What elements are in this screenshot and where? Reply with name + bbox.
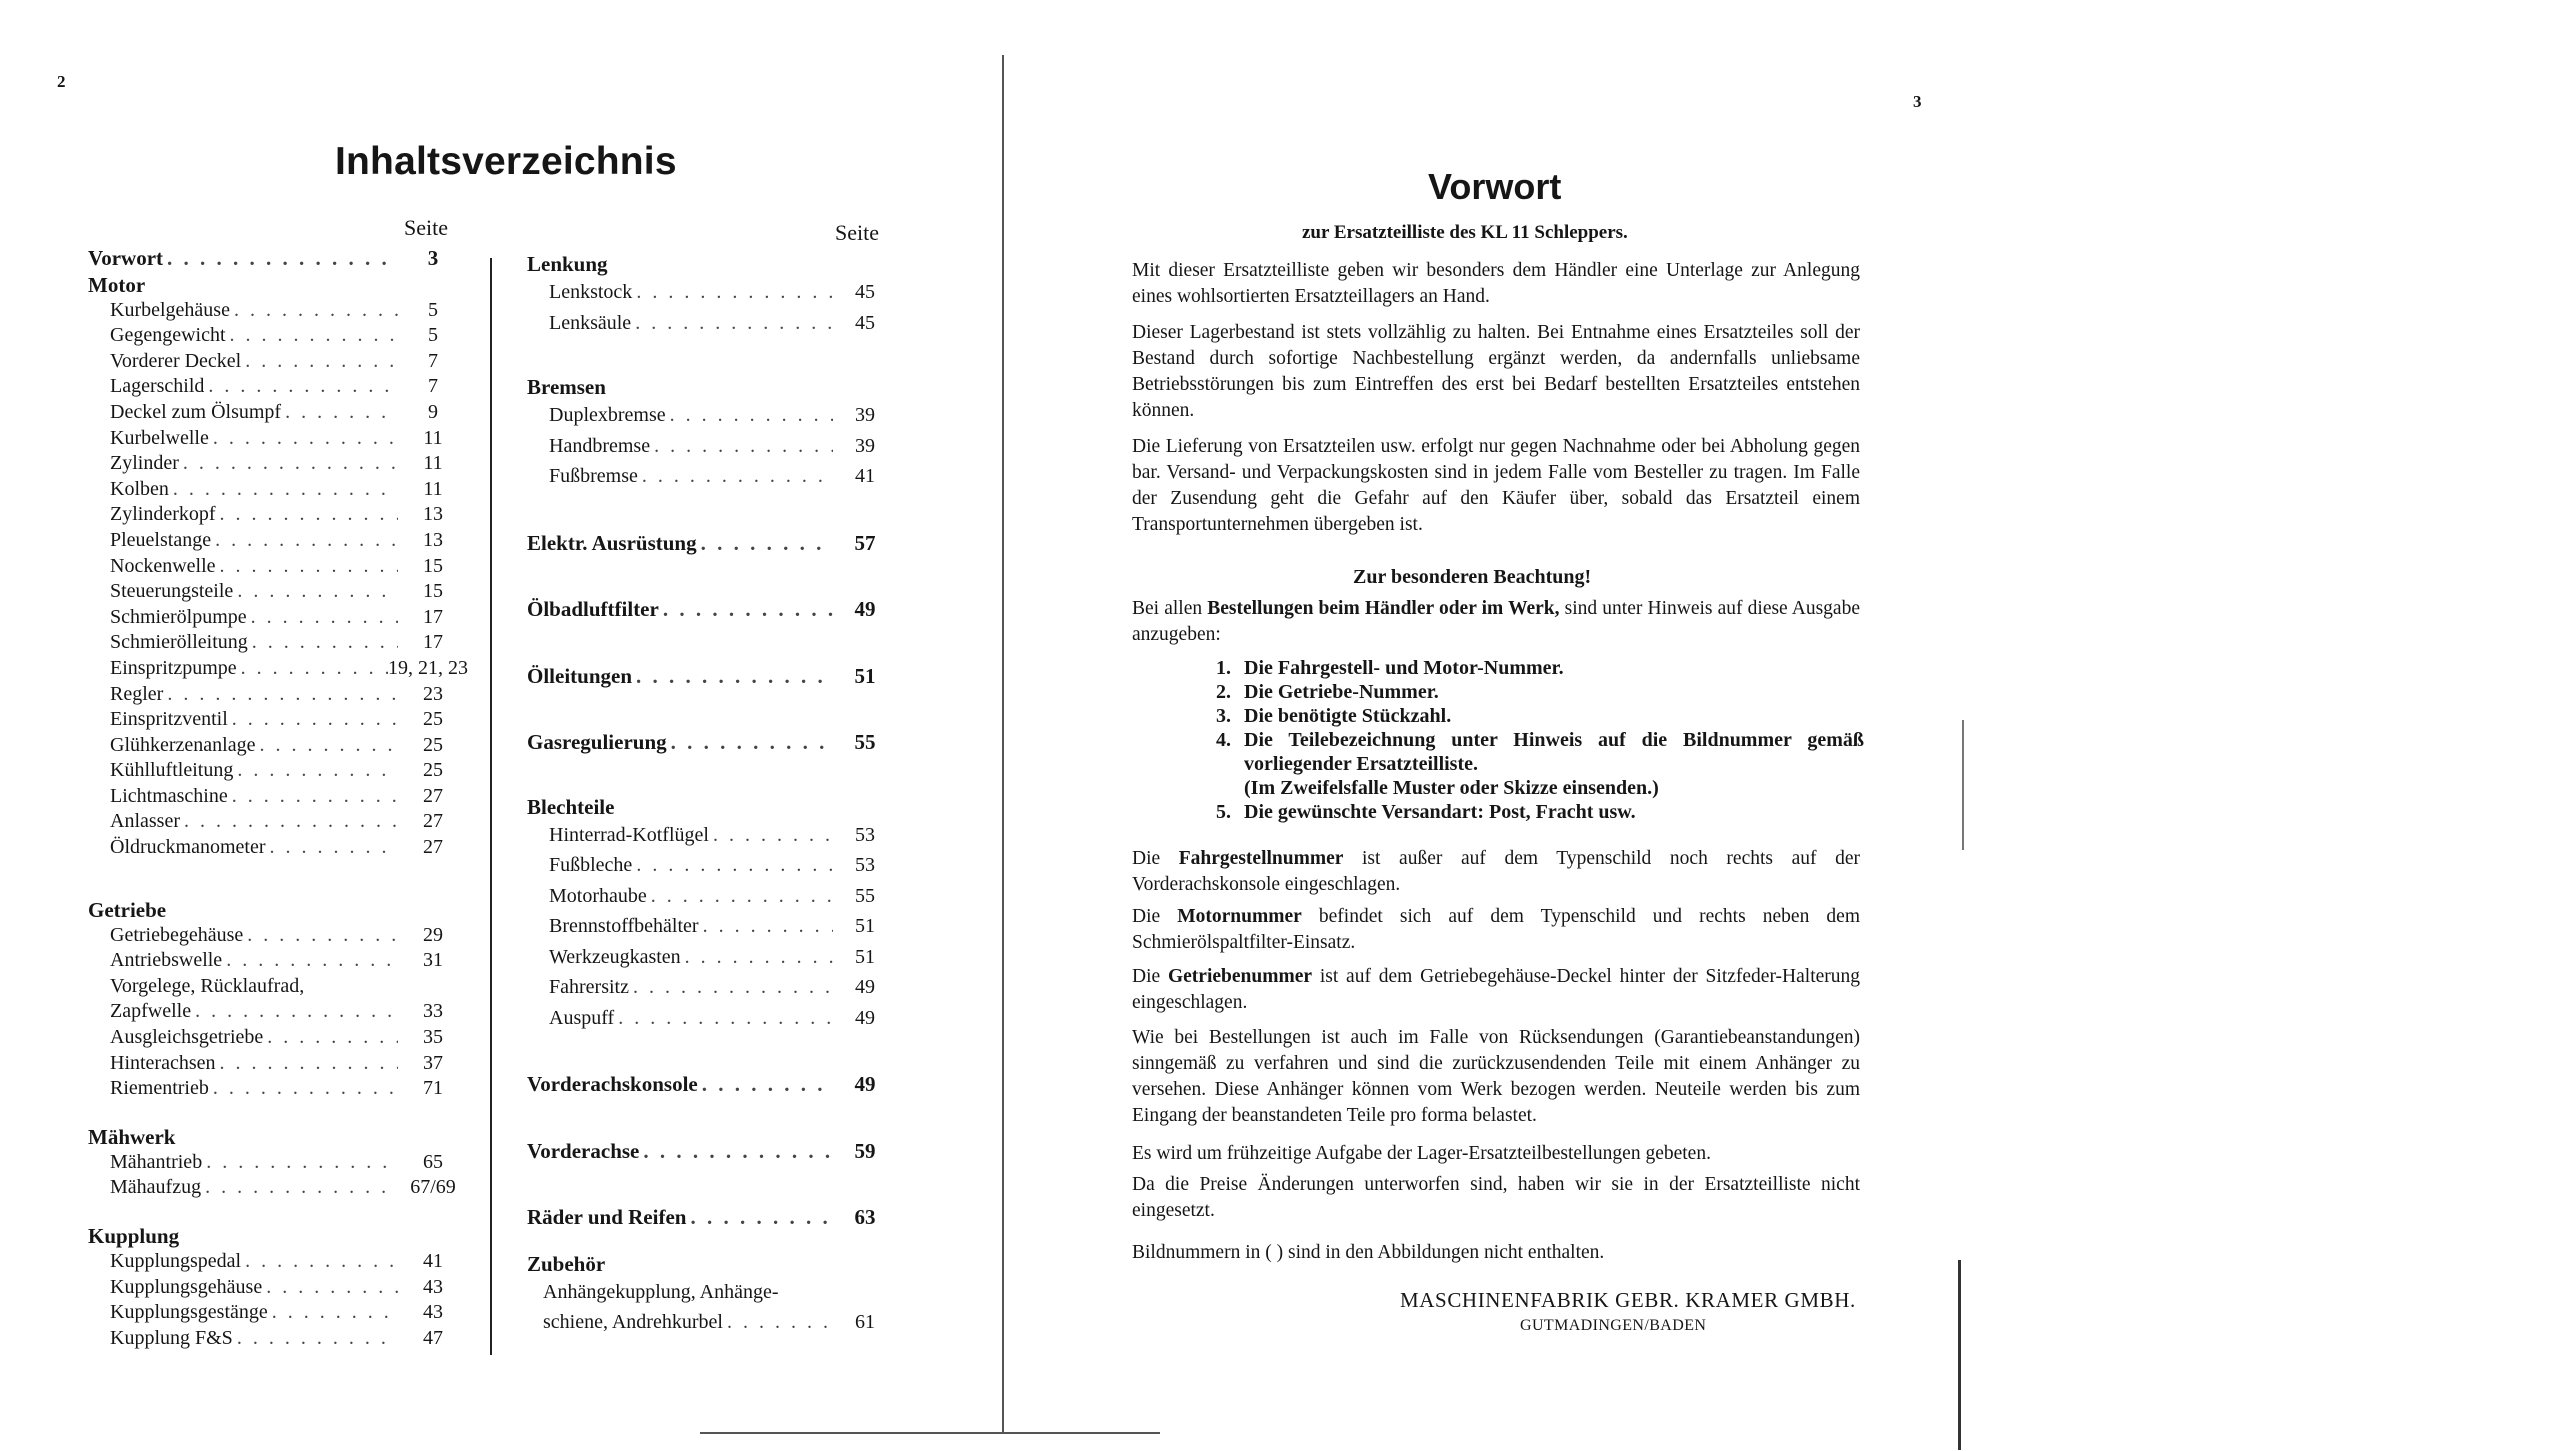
bold-text: Fahrgestellnummer [1178,848,1344,869]
toc-item-regler [88,682,468,708]
toc-item-lenkstock [527,277,897,308]
leader-dots [216,502,398,528]
leader-dots [228,784,398,810]
leader-dots [209,426,398,452]
toc-item-page: 7 [428,349,438,372]
toc-column-2 [527,215,897,1337]
leader-dots [697,528,833,559]
toc-item-page: 59 [854,1138,876,1163]
toc-item-fahrersitz [527,972,897,1003]
toc-section-label: Lenkung [527,252,608,276]
text: befindet sich auf dem Typenschild und rechts neben dem Schmierölspaltfilter-Einsatz. [1132,906,1860,953]
toc-item-zylinderkopf [88,502,468,528]
toc-item-page: 49 [855,976,875,998]
toc-item-lichtmaschine [88,784,468,810]
toc-section-vorwort [88,246,468,272]
text: Bei allen [1132,598,1208,619]
toc-item-label: Kurbelwelle [110,426,209,449]
toc-item-label: Ausgleichsgetriebe [110,1026,264,1049]
toc-item-page: 23 [423,682,443,705]
toc-item-page: 61 [855,1310,875,1333]
leader-dots [632,277,833,308]
leader-dots [191,999,398,1025]
bold-text: Getriebenummer [1167,966,1313,987]
list-text: Die gewünschte Versandart: Post, Fracht usw. [1244,801,1636,823]
toc-item-label: Anlasser [110,810,180,833]
toc-item-page: 37 [423,1051,443,1074]
toc-section-label: Zubehör [527,1251,606,1276]
toc-item-label: Nockenwelle [110,554,216,577]
leader-dots [233,758,398,784]
leader-dots [631,308,833,339]
paragraph: Dieser Lagerbestand ist stets vollzählig zu halten. Bei Entnahme eines Ersatzteiles soll der Bestand durch sofortige Nachbestellung ergänzt werden, da andernfalls unliebsame Betriebsstörungen bis zum Eintreffen des erst bei Bedarf bestellten Ersatzteiles entstehen können. [1132,322,1860,421]
company-name: MASCHINENFABRIK GEBR. KRAMER GMBH. [1400,1288,1856,1312]
toc-item-page: 39 [855,434,875,457]
toc-section-label: Gasregulierung [527,730,667,754]
toc-column-1 [88,210,468,1351]
toc-item-page: 25 [423,708,443,731]
toc-item-page: 5 [428,324,438,347]
leader-dots [241,349,398,375]
toc-item-page: 43 [423,1275,443,1298]
leader-dots [216,554,398,580]
toc-item-page: 49 [854,1072,876,1096]
leader-dots [243,923,398,949]
toc-item-label: Zylinder [110,452,179,475]
leader-dots [241,1249,398,1275]
toc-item-page: 45 [855,311,875,334]
toc-section-blechteile [527,794,897,820]
toc-item-kolben [88,477,468,503]
list-number: 4. [1216,729,1231,751]
toc-item-lagerschild [88,374,468,400]
scan-mark [1962,720,1964,850]
toc-item-page: 9 [428,400,438,423]
toc-item-page: 55 [855,884,875,907]
toc-section-gasregulierung [527,727,897,758]
toc-item-ausgleichsgetriebe [88,1025,468,1051]
toc-item-einspritzventil [88,707,468,733]
toc-item-schmieroelleitung [88,630,468,656]
paragraph: Da die Preise Änderungen unterworfen sind, haben wir sie in der Ersatzteilliste nicht eingesetzt. [1132,1174,1860,1221]
scan-mark [1958,1260,1961,1450]
toc-section-maehwerk [88,1124,468,1150]
toc-item-page: 41 [855,465,875,487]
toc-item-label: Antriebswelle [110,949,223,972]
leader-dots [647,881,833,912]
toc-item-duplexbremse [527,400,897,431]
toc-item-page: 17 [423,631,443,654]
toc-item-page: 57 [854,530,876,555]
toc-item-page: 11 [423,452,443,475]
toc-item-page: 27 [423,836,443,859]
toc-item-page: 7 [428,375,438,398]
leader-dots [233,1326,398,1352]
page-number-right: 3 [1913,92,1922,111]
toc-item-label: Steuerungsteile [110,580,234,603]
toc-item-label: Hinterrad-Kotflügel [549,823,709,846]
leader-dots [230,298,398,324]
list-note: (Im Zweifelsfalle Muster oder Skizze einsenden.) [1244,777,1659,799]
toc-item-page: 53 [855,854,875,876]
toc-item-page: 11 [423,477,443,500]
paragraph: Bildnummern in ( ) sind in den Abbildungen nicht enthalten. [1132,1242,1605,1263]
toc-item-pleuelstange [88,528,468,554]
toc-item-label: Regler [110,682,164,705]
toc-item-steuerungsteile [88,579,468,605]
list-item [1216,680,1864,704]
toc-item-label: Brennstoffbehälter [549,915,699,937]
toc-item-page: 13 [423,503,443,526]
toc-item-page: 67/69 [410,1176,456,1199]
toc-section-label: Ölleitungen [527,663,633,688]
leader-dots [201,1175,398,1201]
toc-item-label: Motorhaube [549,884,647,907]
leader-dots [667,727,833,758]
toc-item-hinterrad-kotfluegel [527,820,897,851]
toc-section-getriebe [88,897,468,923]
toc-section-label: Mähwerk [88,1124,176,1149]
list-number: 2. [1216,681,1231,703]
toc-item-label: Kurbelgehäuse [110,298,230,321]
toc-item-label: Glühkerzenanlage [110,733,256,756]
toc-item-page: 15 [423,554,443,577]
page-number-left: 2 [57,72,66,91]
leader-dots [202,1150,398,1176]
leader-dots [632,661,833,692]
toc-item-kurbelgehaeuse [88,298,468,324]
toc-item-page: 3 [427,246,439,270]
toc-item-kupplungsgehaeuse [88,1275,468,1301]
toc-item-lenksaeule [527,308,897,339]
toc-item-gegengewicht [88,323,468,349]
toc-item-label: Werkzeugkasten [549,945,681,968]
list-item [1216,728,1864,776]
toc-item-page: 27 [423,810,443,833]
toc-item-riementrieb [88,1076,468,1102]
leader-dots [222,948,398,974]
toc-item-label: Öldruckmanometer [110,836,266,859]
list-text: Die benötigte Stückzahl. [1244,705,1452,727]
leader-dots [666,400,833,431]
toc-item-page: 71 [423,1077,443,1100]
toc-item-label: Handbremse [549,434,651,457]
toc-item-page: 51 [854,663,876,688]
toc-item-einspritzpumpe [88,656,468,682]
toc-section-label: Bremsen [527,375,606,399]
leader-dots [247,605,398,631]
toc-item-getriebegehaeuse [88,923,468,949]
toc-item-label: Kupplungspedal [110,1250,242,1272]
toc-item-page: 31 [423,949,443,972]
leader-dots [262,1275,398,1301]
toc-item-kupplung-f-s [88,1326,468,1352]
toc-section-oelbadluftfilter [527,594,897,625]
seite-header: Seite [404,215,448,240]
leader-dots [650,431,833,462]
leader-dots [237,656,388,682]
toc-item-label: Mähantrieb [110,1150,203,1173]
toc-section-label: Vorwort [88,246,164,270]
toc-item-label: Deckel zum Ölsumpf [110,400,282,423]
toc-item-label: Gegengewicht [110,324,226,347]
toc-item-brennstoffbehaelter [527,911,897,942]
toc-item-label: Vorderer Deckel [110,349,242,372]
list-number: 3. [1216,705,1231,727]
toc-item-kupplungsgestaenge [88,1300,468,1326]
column-divider [490,258,492,1355]
toc-item-label: Kupplungsgestänge [110,1301,268,1324]
toc-section-label: Vorderachskonsole [527,1072,698,1096]
leader-dots [263,1025,398,1051]
list-number: 5. [1216,801,1231,823]
toc-item-page: 19, 21, 23 [388,656,468,679]
toc-item-label: Einspritzpumpe [110,656,237,679]
leader-dots [639,1136,833,1167]
toc-section-vorderachskonsole [527,1069,897,1100]
toc-item-page: 49 [855,1006,875,1029]
toc-item-handbremse [527,431,897,462]
paragraph: Wie bei Bestellungen ist auch im Falle von Rücksendungen (Garantiebeanstandungen) sinngemäß zu verfahren und sind die zurückzusendenden Teile mit einem Anhänger zu versehen. Diese Anhänger können vom Werk bezogen werden. Neuteile werden bis zum Eingang der beanstandeten Teile pro forma belastet. [1132,1027,1860,1126]
toc-item-antriebswelle [88,948,468,974]
toc-item-label: Lenkstock [549,281,633,303]
list-text: Die Fahrgestell- und Motor-Nummer. [1244,657,1564,679]
toc-item-label: Auspuff [549,1006,615,1029]
toc-item-label: Fahrersitz [549,976,629,998]
leader-dots [638,461,833,492]
notice-heading: Zur besonderen Beachtung! [1353,566,1592,588]
vorwort-title: Vorwort [1428,166,1562,207]
toc-section-label: Kupplung [88,1224,180,1248]
paragraph [1132,596,1860,648]
toc-item-label: Fußbremse [549,465,638,487]
toc-item-line: Anhängekupplung, Anhänge- [543,1280,779,1303]
toc-section-vorderachse [527,1136,897,1167]
bold-text: Bestellungen beim Händler oder im Werk, [1207,598,1560,619]
toc-item-page: 27 [423,784,443,807]
toc-item-page: 53 [855,823,875,846]
paragraph: Die Lieferung von Ersatzteilen usw. erfolgt nur gegen Nachnahme oder bei Abholung gegen bar. Versand- und Verpackungskosten sind in jedem Falle vom Besteller zu tragen. Im Falle der Zusendung geht die Gefahr auf den Käufer über, sobald das Ersatzteil einem Transportunternehmen übergeben ist. [1132,436,1860,535]
paragraph [1132,904,1860,956]
leader-dots [698,1069,833,1100]
leader-dots [268,1300,398,1326]
list-item [1216,800,1864,824]
text: Die [1132,966,1168,987]
toc-item-page: 41 [423,1250,443,1272]
toc-section-label: Elektr. Ausrüstung [527,530,697,555]
toc-item-motorhaube [527,881,897,912]
list-text: Die Teilebezeichnung unter Hinweis auf die Bildnummer gemäß vorliegender Ersatzteilliste. [1244,729,1864,775]
leader-dots [686,1202,833,1233]
leader-dots [709,820,833,851]
toc-item-page: 17 [423,605,443,628]
toc-item-oeldruckmanometer [88,835,468,861]
leader-dots [699,911,833,942]
toc-item-maehaufzug [88,1175,468,1201]
list-text: Die Getriebe-Nummer. [1244,681,1439,703]
leader-dots [216,1051,398,1077]
leader-dots [281,400,398,426]
toc-item-label: Kolben [110,477,169,500]
company-city: GUTMADINGEN/BADEN [1520,1317,1707,1334]
leader-dots [209,1076,398,1102]
toc-item-anlasser [88,809,468,835]
toc-item-page: 15 [423,580,443,603]
toc-section-label: Ölbadluftfilter [527,597,659,621]
toc-section-lenkung [527,251,897,277]
toc-item-schmieroelpumpe [88,605,468,631]
leader-dots [659,594,833,625]
toc-item-page: 49 [854,597,876,621]
toc-item-label: Schmierölpumpe [110,605,247,628]
toc-item-page: 25 [423,759,443,782]
toc-item-page: 39 [855,404,875,426]
paragraph [1132,964,1860,1016]
toc-item [527,1307,897,1338]
toc-item-label: Lenksäule [549,311,632,334]
toc-item-fussbleche [527,850,897,881]
toc-section-elektr-ausruestung [527,528,897,559]
paragraph: Mit dieser Ersatzteilliste geben wir besonders dem Händler eine Unterlage zur Anlegung eines wohlsortierten Ersatzteillagers an Hand. [1132,260,1860,307]
toc-item-page: 25 [423,733,443,756]
toc-item-maehantrieb [88,1150,468,1176]
text: sind unter Hinweis auf diese Ausgabe anzugeben: [1132,598,1860,645]
toc-item-page: 35 [423,1026,443,1049]
toc-section-label: Räder und Reifen [527,1205,687,1229]
paragraph: Es wird um frühzeitige Aufgabe der Lager-Ersatzteilbestellungen gebeten. [1132,1143,1711,1164]
toc-section-oelleitungen [527,661,897,692]
toc-item-label: Fußbleche [549,854,633,876]
toc-item-label: schiene, Andrehkurbel [543,1310,723,1333]
toc-item-page: 11 [423,426,443,449]
toc-item-label: Schmierölleitung [110,631,248,654]
toc-item-label: Riementrieb [110,1077,209,1100]
toc-item-page: 65 [423,1150,443,1173]
bottom-rule [700,1432,1160,1434]
leader-dots [163,682,398,708]
toc-section-label: Blechteile [527,794,615,819]
bold-text: Motornummer [1177,906,1302,927]
toc-item-label: Kupplung F&S [110,1326,233,1349]
toc-item-page: 29 [423,923,443,946]
toc-item-line: Vorgelege, Rücklaufrad, [110,974,305,997]
order-requirements-list [1216,656,1864,824]
leader-dots [266,835,399,861]
page-gutter [1002,55,1004,1433]
text: ist außer auf dem Typenschild noch rechts auf der Vorderachskonsole eingeschlagen. [1132,848,1860,895]
leader-dots [681,942,833,973]
toc-item-gluehkerzenanlage [88,733,468,759]
toc-item-label: Hinterachsen [110,1051,216,1074]
leader-dots [629,972,833,1003]
toc-title: Inhaltsverzeichnis [335,140,677,183]
toc-item-deckel-zum-oelsumpf [88,400,468,426]
toc-item-page: 47 [423,1326,443,1349]
leader-dots [255,733,398,759]
list-item [1216,656,1864,680]
toc-section-raeder-und-reifen [527,1202,897,1233]
text: Die [1132,906,1178,927]
toc-item-page: 13 [423,528,443,551]
toc-item-label: Pleuelstange [110,528,212,551]
toc-section-motor [88,272,468,298]
toc-section-bremsen [527,374,897,400]
toc-item-label: Lichtmaschine [110,784,228,807]
toc-item-page: 45 [855,281,875,303]
leader-dots [180,809,398,835]
toc-item-label: Kühlluftleitung [110,759,234,782]
toc-item-label: Duplexbremse [549,404,666,426]
toc-item-label: Lagerschild [110,375,205,398]
toc-item-page: 51 [855,945,875,968]
toc-item-label: Zapfwelle [110,1000,192,1023]
toc-section-zubehoer [527,1251,897,1338]
vorwort-subtitle: zur Ersatzteilliste des KL 11 Schleppers. [1302,222,1628,243]
toc-item-page: 55 [854,730,876,754]
toc-item-nockenwelle [88,554,468,580]
list-item [1216,704,1864,728]
toc-section-label: Motor [88,272,146,297]
toc-item-kurbelwelle [88,426,468,452]
seite-header: Seite [835,220,879,245]
toc-item-fussbremse [527,461,897,492]
toc-item-page: 51 [855,915,875,937]
toc-item-label: Mähaufzug [110,1176,202,1199]
toc-item-page: 43 [423,1301,443,1324]
toc-item-auspuff [527,1003,897,1034]
leader-dots [233,579,398,605]
leader-dots [211,528,398,554]
toc-item-label: Getriebegehäuse [110,923,244,946]
toc-item-zapfwelle [88,999,468,1025]
toc-item-hinterachsen [88,1051,468,1077]
toc-section-kupplung [88,1223,468,1249]
leader-dots [226,323,398,349]
list-number: 1. [1216,657,1231,679]
toc-item-page: 33 [423,1000,443,1023]
toc-item-kupplungspedal [88,1249,468,1275]
leader-dots [204,374,398,400]
toc-item-zylinder [88,451,468,477]
text: Die [1132,848,1179,869]
leader-dots [632,850,833,881]
toc-item-label: Kupplungsgehäuse [110,1275,263,1298]
leader-dots [248,630,398,656]
text: ist auf dem Getriebegehäuse-Deckel hinter der Sitzfeder-Halterung eingeschlagen. [1132,966,1861,1013]
leader-dots [723,1307,833,1338]
paragraph [1132,846,1860,898]
leader-dots [228,707,398,733]
toc-item-label: Einspritzventil [110,708,228,731]
toc-item-page: 5 [428,298,438,321]
toc-item-page: 63 [854,1205,876,1229]
toc-item-werkzeugkasten [527,942,897,973]
toc-item-vorderer-deckel [88,349,468,375]
leader-dots [179,451,398,477]
leader-dots [163,246,398,272]
toc-item-label: Zylinderkopf [110,503,216,526]
leader-dots [614,1003,833,1034]
toc-section-label: Getriebe [88,897,167,922]
toc-section-label: Vorderachse [527,1138,640,1163]
toc-item-kuehlluftleitung [88,758,468,784]
leader-dots [169,477,398,503]
